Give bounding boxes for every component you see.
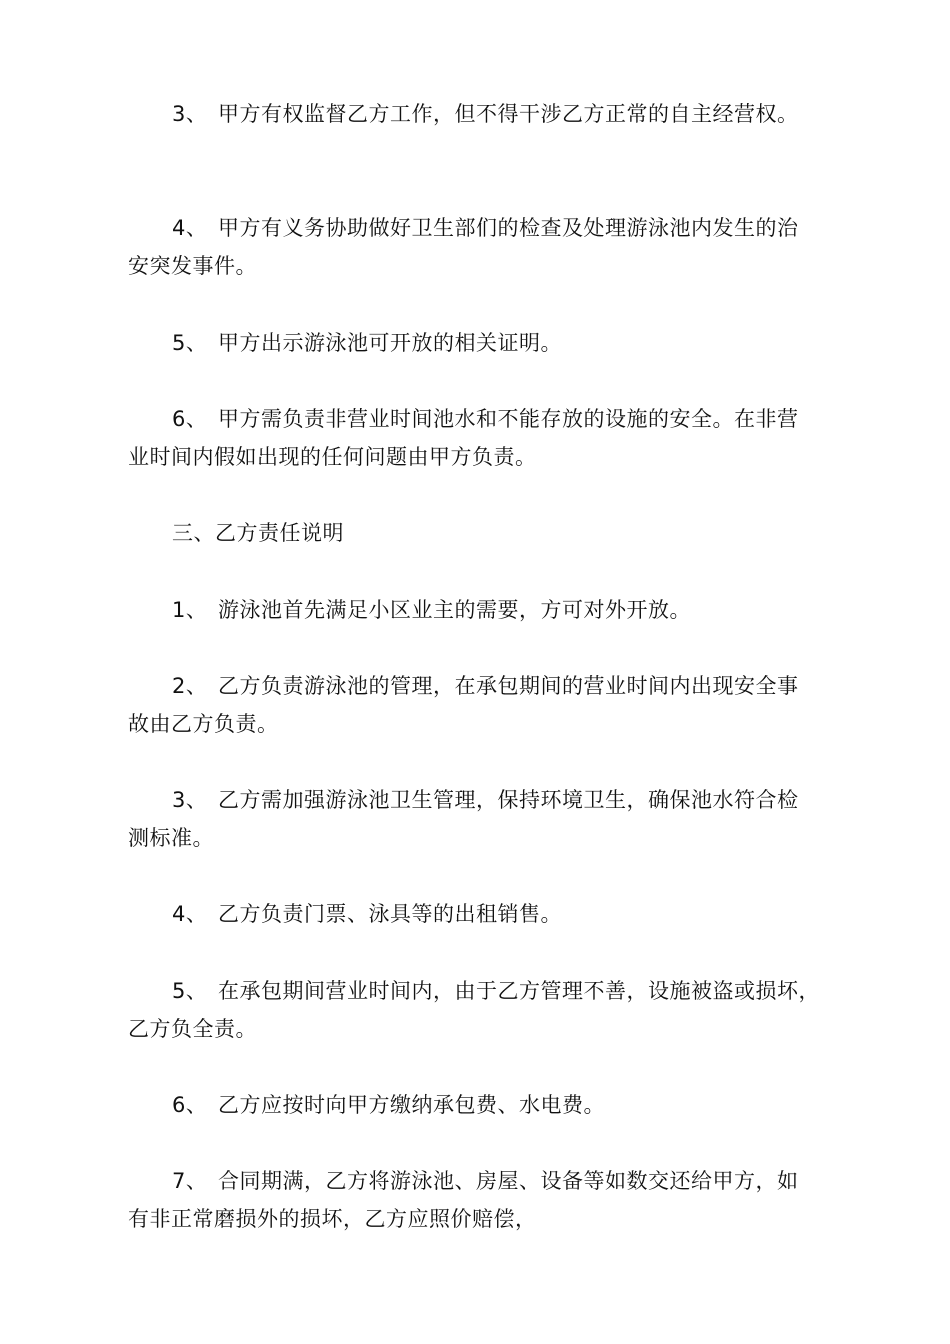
item-number: 3、: [172, 788, 208, 812]
paragraph-text: 安突发事件。: [128, 254, 257, 278]
paragraph-text: 甲方有义务协助做好卫生部们的检查及处理游泳池内发生的治: [218, 216, 799, 240]
paragraph-text: 业时间内假如出现的任何问题由甲方负责。: [128, 445, 537, 469]
paragraph-text: 乙方负责游泳池的管理，在承包期间的营业时间内出现安全事: [218, 674, 799, 698]
paragraph-text: 游泳池首先满足小区业主的需要，方可对外开放。: [218, 598, 691, 622]
paragraph-b4: [128, 895, 828, 933]
item-number: 5、: [172, 331, 208, 355]
item-number: 4、: [172, 902, 208, 926]
paragraph-text: 在承包期间营业时间内，由于乙方管理不善，设施被盗或损坏，: [218, 979, 820, 1003]
paragraph-b7: [128, 1162, 828, 1238]
paragraph-a5: [128, 324, 828, 362]
paragraph-b3: [128, 781, 828, 857]
paragraph-a4: [128, 209, 828, 285]
paragraph-text: 甲方需负责非营业时间池水和不能存放的设施的安全。在非营: [218, 407, 799, 431]
paragraph-text: 故由乙方负责。: [128, 712, 279, 736]
paragraph-b1: [128, 591, 828, 629]
paragraph-text: 测标准。: [128, 826, 214, 850]
paragraph-b6: [128, 1086, 828, 1124]
paragraph-text: 甲方有权监督乙方工作，但不得干涉乙方正常的自主经营权。: [218, 102, 799, 126]
item-number: 4、: [172, 216, 208, 240]
paragraph-text: 合同期满，乙方将游泳池、房屋、设备等如数交还给甲方，如: [218, 1169, 799, 1193]
paragraph-text: 有非正常磨损外的损坏，乙方应照价赔偿，: [128, 1207, 537, 1231]
section-heading-text: 三、乙方责任说明: [172, 521, 344, 545]
paragraph-text: 乙方需加强游泳池卫生管理，保持环境卫生，确保池水符合检: [218, 788, 799, 812]
paragraph-a3: [128, 95, 828, 133]
item-number: 7、: [172, 1169, 208, 1193]
item-number: 2、: [172, 674, 208, 698]
paragraph-a6: [128, 400, 828, 476]
paragraph-text: 甲方出示游泳池可开放的相关证明。: [218, 331, 562, 355]
paragraph-text: 乙方应按时向甲方缴纳承包费、水电费。: [218, 1093, 605, 1117]
item-number: 1、: [172, 598, 208, 622]
item-number: 6、: [172, 1093, 208, 1117]
item-number: 3、: [172, 102, 208, 126]
item-number: 6、: [172, 407, 208, 431]
paragraph-text: 乙方负责门票、泳具等的出租销售。: [218, 902, 562, 926]
section-heading: [128, 514, 828, 552]
paragraph-text: 乙方负全责。: [128, 1017, 257, 1041]
item-number: 5、: [172, 979, 208, 1003]
paragraph-b2: [128, 667, 828, 743]
paragraph-b5: [128, 972, 828, 1048]
